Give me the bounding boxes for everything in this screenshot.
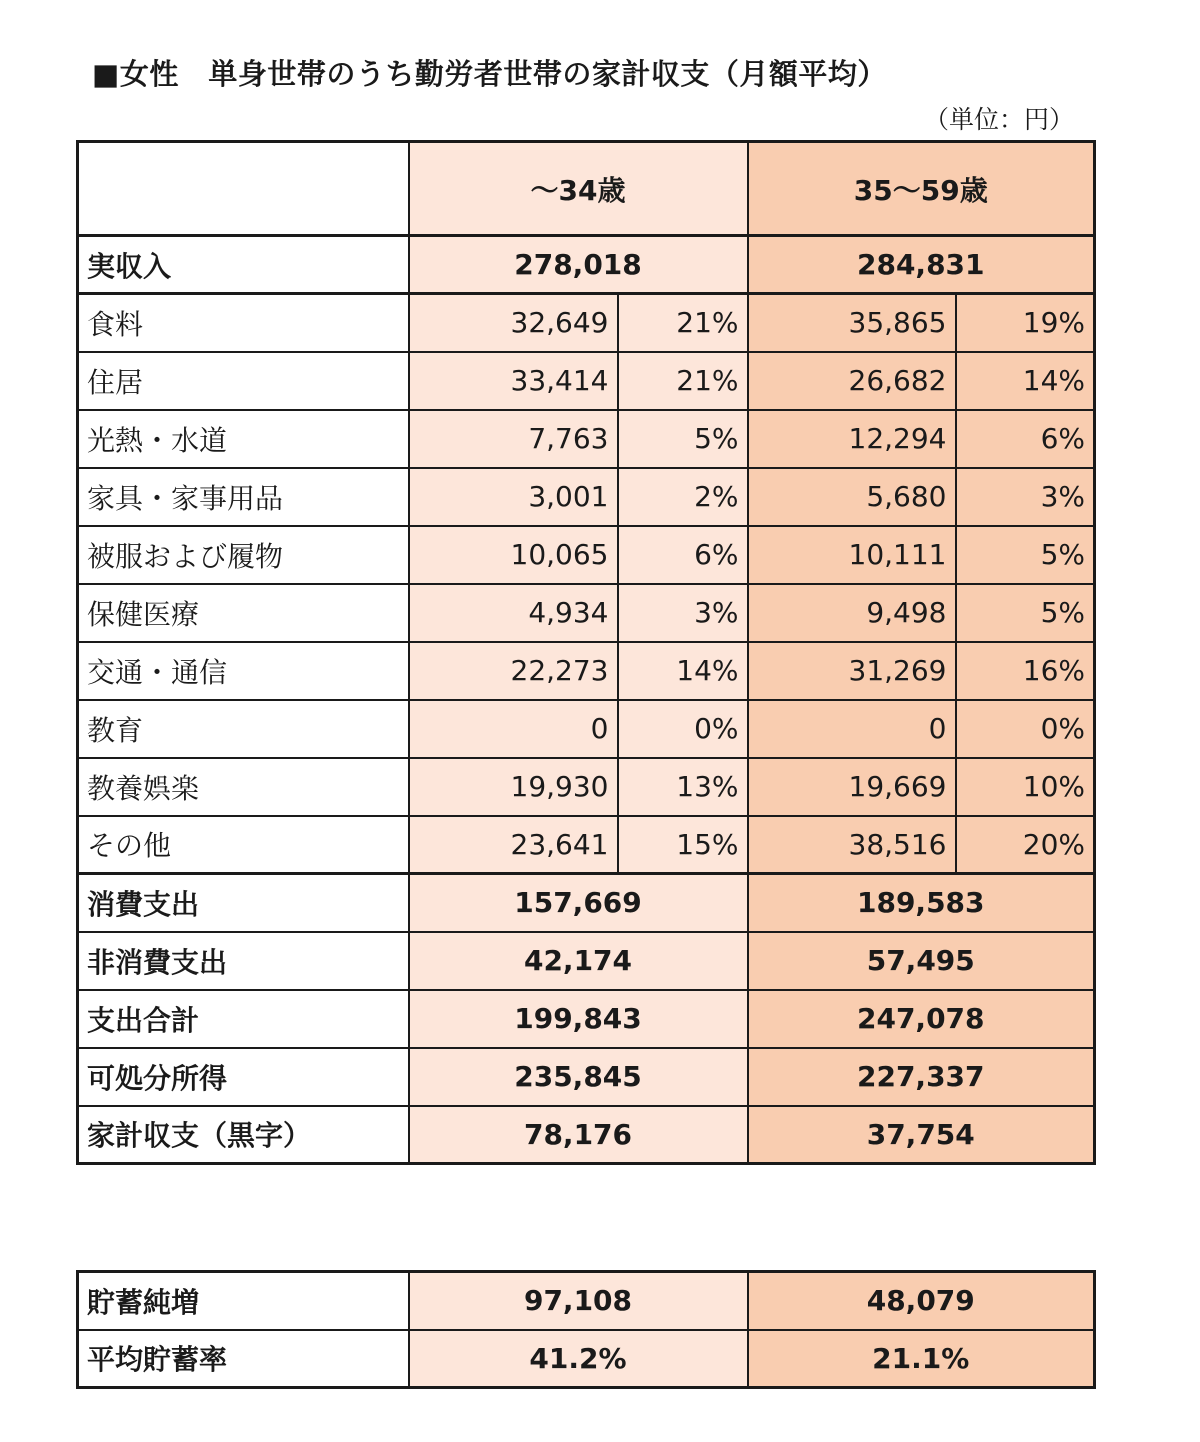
row-label: 教育 [78,700,409,758]
table-row [78,642,1095,700]
row-label: 光熱・水道 [78,410,409,468]
total-row [78,1106,1095,1164]
value-col2: 37,754 [748,1106,1095,1164]
value-col2: 227,337 [748,1048,1095,1106]
row-label: 食料 [78,294,409,352]
percent-col2: 5% [956,584,1095,642]
table-row [78,410,1095,468]
value-col2: 21.1% [748,1330,1095,1388]
value-col1: 97,108 [409,1272,748,1330]
row-label: 実収入 [78,236,409,294]
value-col2: 9,498 [748,584,956,642]
savings-table [76,1270,1096,1389]
row-label: その他 [78,816,409,874]
row-label: 交通・通信 [78,642,409,700]
percent-col2: 14% [956,352,1095,410]
row-label: 住居 [78,352,409,410]
value-col2: 12,294 [748,410,956,468]
row-label: 貯蓄純増 [78,1272,409,1330]
value-col2: 284,831 [748,236,1095,294]
row-label: 消費支出 [78,874,409,932]
row-label: 家計収支（黒字） [78,1106,409,1164]
total-row [78,990,1095,1048]
percent-col2: 6% [956,410,1095,468]
value-col1: 3,001 [409,468,618,526]
table-row [78,758,1095,816]
value-col1: 0 [409,700,618,758]
value-col2: 10,111 [748,526,956,584]
value-col1: 41.2% [409,1330,748,1388]
value-col1: 4,934 [409,584,618,642]
value-col2: 0 [748,700,956,758]
value-col2: 5,680 [748,468,956,526]
row-label: 平均貯蓄率 [78,1330,409,1388]
table-row [78,294,1095,352]
header-blank-cell [78,142,409,236]
percent-col1: 6% [618,526,748,584]
value-col2: 189,583 [748,874,1095,932]
savings-row [78,1272,1095,1330]
value-col2: 31,269 [748,642,956,700]
savings-row [78,1330,1095,1388]
total-row [78,932,1095,990]
percent-col2: 16% [956,642,1095,700]
income-row [78,236,1095,294]
value-col2: 19,669 [748,758,956,816]
table-row [78,526,1095,584]
value-col1: 42,174 [409,932,748,990]
total-row [78,1048,1095,1106]
header-age-under-34: ～34歳 [409,142,748,236]
value-col2: 48,079 [748,1272,1095,1330]
value-col2: 247,078 [748,990,1095,1048]
table-title: ■女性 単身世帯のうち勤労者世帯の家計収支（月額平均） [92,57,887,91]
value-col2: 26,682 [748,352,956,410]
table-row [78,468,1095,526]
percent-col1: 21% [618,294,748,352]
header-row [78,142,1095,236]
row-label: 家具・家事用品 [78,468,409,526]
household-budget-table [76,140,1096,1165]
value-col1: 23,641 [409,816,618,874]
total-row [78,874,1095,932]
percent-col2: 20% [956,816,1095,874]
percent-col1: 14% [618,642,748,700]
value-col1: 78,176 [409,1106,748,1164]
percent-col2: 5% [956,526,1095,584]
table-row [78,584,1095,642]
percent-col1: 13% [618,758,748,816]
percent-col1: 5% [618,410,748,468]
unit-label: （単位：円） [923,105,1074,134]
table-row [78,816,1095,874]
table-row [78,700,1095,758]
table-row [78,352,1095,410]
percent-col1: 0% [618,700,748,758]
value-col1: 33,414 [409,352,618,410]
percent-col2: 19% [956,294,1095,352]
row-label: 保健医療 [78,584,409,642]
value-col1: 235,845 [409,1048,748,1106]
value-col1: 157,669 [409,874,748,932]
percent-col1: 21% [618,352,748,410]
row-label: 被服および履物 [78,526,409,584]
percent-col2: 0% [956,700,1095,758]
value-col1: 278,018 [409,236,748,294]
value-col1: 199,843 [409,990,748,1048]
percent-col1: 2% [618,468,748,526]
header-age-35-59: 35～59歳 [748,142,1095,236]
value-col2: 38,516 [748,816,956,874]
row-label: 可処分所得 [78,1048,409,1106]
row-label: 支出合計 [78,990,409,1048]
value-col1: 19,930 [409,758,618,816]
percent-col2: 3% [956,468,1095,526]
percent-col2: 10% [956,758,1095,816]
row-label: 教養娯楽 [78,758,409,816]
value-col1: 22,273 [409,642,618,700]
value-col1: 7,763 [409,410,618,468]
value-col1: 10,065 [409,526,618,584]
value-col2: 57,495 [748,932,1095,990]
percent-col1: 15% [618,816,748,874]
percent-col1: 3% [618,584,748,642]
value-col1: 32,649 [409,294,618,352]
row-label: 非消費支出 [78,932,409,990]
value-col2: 35,865 [748,294,956,352]
